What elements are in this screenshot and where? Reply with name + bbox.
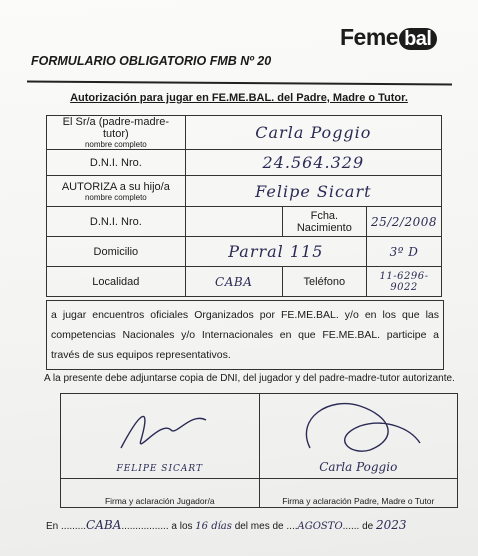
tutor-label-cell	[47, 116, 186, 150]
tutor-sublabel: nombre completo	[84, 140, 147, 149]
year-field[interactable]: 2023	[376, 518, 407, 532]
logo-main: Feme	[340, 24, 399, 50]
form-subtitle: Autorización para jugar en FE.ME.BAL. del Padre, Madre o Tutor.	[70, 92, 408, 104]
signature-table	[60, 393, 458, 508]
tutor-signature-box[interactable]	[259, 394, 458, 479]
phone-label: Teléfono	[282, 267, 366, 297]
player-signature-scribble	[111, 400, 231, 458]
tutor-signature-name: Carla Poggio	[319, 460, 398, 474]
month-field[interactable]: AGOSTO	[297, 521, 343, 532]
child-dni-label: D.N.I. Nro.	[47, 207, 186, 237]
birth-date-field[interactable]: 25/2/2008	[366, 207, 441, 237]
phone-field[interactable]: 11-6296-9022	[366, 267, 441, 297]
child-name-field[interactable]: Felipe Sicart	[185, 176, 441, 207]
tutor-dni-label: D.N.I. Nro.	[47, 150, 186, 176]
en-label: En	[46, 521, 59, 532]
tutor-signature-caption: Firma y aclaración Padre, Madre o Tutor	[259, 479, 458, 508]
address-label: Domicilio	[47, 237, 186, 267]
player-signature-name: FELIPE SICART	[116, 464, 204, 474]
logo-accent: bal	[399, 28, 436, 50]
city-label: Localidad	[47, 267, 186, 297]
player-signature-caption: Firma y aclaración Jugador/a	[61, 479, 260, 508]
address-floor-field[interactable]: 3º D	[366, 237, 441, 267]
footer-line: En .........CABA................. a los 16 días del mes de ....AGOSTO...... de 2023	[46, 518, 407, 532]
tutor-signature-scribble	[290, 398, 430, 460]
address-field[interactable]: Parral 115	[185, 237, 366, 267]
authorization-table	[46, 115, 442, 297]
dni-note: A la presente debe adjuntarse copia de DNI, del jugador y del padre-madre-tutor autorizante.	[44, 373, 455, 384]
day-field[interactable]: 16 días	[195, 521, 232, 532]
en-field[interactable]: CABA	[86, 518, 122, 532]
month-label: del mes de	[234, 521, 284, 532]
form-title: FORMULARIO OBLIGATORIO FMB Nº 20	[31, 54, 272, 68]
city-field[interactable]: CABA	[185, 267, 282, 297]
tutor-label: El Sr/a (padre-madre-tutor)	[62, 116, 170, 140]
febal-logo	[340, 24, 437, 51]
tutor-name-field[interactable]: Carla Poggio	[185, 116, 441, 150]
year-label: de	[362, 521, 374, 532]
day-label: a los	[171, 521, 193, 532]
player-signature-box[interactable]	[61, 394, 260, 479]
authorize-label-cell	[47, 176, 186, 207]
authorization-paragraph: a jugar encuentros oficiales Organizados por FE.ME.BAL. y/o en los que las competencias Nacionales y/o Internacionales en que FE.ME.BAL. participe a través de sus equipos representativos.	[46, 300, 444, 370]
birth-label: Fcha. Nacimiento	[282, 207, 366, 237]
tutor-dni-field[interactable]: 24.564.329	[185, 150, 441, 176]
child-sublabel: nombre completo	[84, 192, 147, 202]
child-dni-field[interactable]	[185, 207, 282, 237]
authorize-label: AUTORIZA a su hijo/a	[61, 180, 170, 193]
